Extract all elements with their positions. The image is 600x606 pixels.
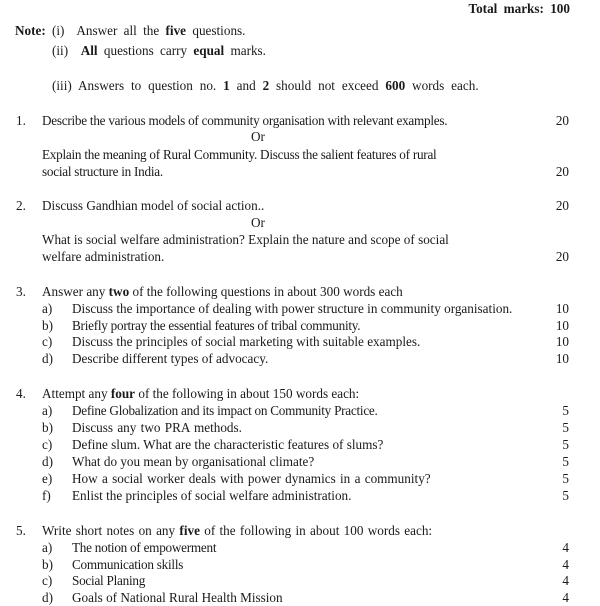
- part-label: b): [42, 557, 53, 572]
- question-instruction: [42, 386, 359, 402]
- part-text: Enlist the principles of social welfare administration.: [72, 488, 352, 503]
- question-number: 3.: [16, 284, 26, 299]
- part-text: Social Planing: [72, 573, 146, 588]
- note-item-2: [52, 43, 266, 59]
- question-marks: 20: [555, 198, 569, 213]
- part-text: How a social worker deals with power dynamics in a community?: [72, 471, 431, 486]
- instruction-text: Write short notes on any: [42, 523, 180, 538]
- part-marks: 5: [562, 437, 569, 452]
- alternative-question-text: welfare administration.: [42, 249, 165, 264]
- part-label: b): [42, 318, 53, 333]
- part-label: e): [42, 471, 53, 486]
- instruction-text: of the following questions in about 300 words each: [129, 284, 403, 299]
- note-emphasis: 1: [223, 78, 230, 93]
- question-instruction: [42, 523, 432, 539]
- part-marks: 4: [562, 557, 569, 572]
- question-number: 2.: [16, 198, 26, 213]
- note-text: Answers to question no.: [77, 78, 224, 93]
- instruction-emphasis: two: [108, 284, 130, 299]
- instruction-text: of the following in about 150 words each:: [135, 386, 360, 401]
- instruction-emphasis: five: [179, 523, 200, 538]
- alternative-question-marks: 20: [555, 249, 569, 264]
- part-marks: 4: [562, 540, 569, 555]
- note-text: questions carry: [97, 43, 194, 58]
- note-text: Answer all the: [76, 23, 166, 38]
- part-text: Communication skills: [72, 557, 184, 572]
- note-item-3: [52, 78, 479, 94]
- part-label: a): [42, 301, 53, 316]
- part-label: d): [42, 351, 53, 366]
- question-text: Discuss Gandhian model of social action..: [42, 198, 265, 213]
- note-text: marks.: [224, 43, 266, 58]
- alternative-question-marks: 20: [555, 164, 569, 179]
- part-label: c): [42, 437, 53, 452]
- part-label: c): [42, 334, 53, 349]
- part-text: What do you mean by organisational climate?: [72, 454, 315, 469]
- part-marks: 10: [555, 351, 569, 366]
- part-text: Discuss any two PRA methods.: [72, 420, 242, 435]
- or-separator: Or: [251, 215, 265, 230]
- question-marks: 20: [555, 113, 569, 128]
- part-marks: 5: [562, 403, 569, 418]
- part-text: Discuss the principles of social marketing with suitable examples.: [72, 334, 421, 349]
- note-emphasis: five: [165, 23, 187, 38]
- part-text: Define Globalization and its impact on Community Practice.: [72, 403, 378, 418]
- part-marks: 10: [555, 334, 569, 349]
- question-number: 4.: [16, 386, 26, 401]
- question-number: 5.: [16, 523, 26, 538]
- part-text: Goals of National Rural Health Mission: [72, 590, 283, 605]
- note-text: questions.: [186, 23, 246, 38]
- note-item-1: [52, 23, 245, 39]
- instruction-emphasis: four: [110, 386, 136, 401]
- question-number: 1.: [16, 113, 26, 128]
- part-marks: 5: [562, 420, 569, 435]
- part-text: Discuss the importance of dealing with power structure in community organisation.: [72, 301, 513, 316]
- part-marks: 4: [562, 573, 569, 588]
- part-label: b): [42, 420, 53, 435]
- note-text: and: [229, 78, 263, 93]
- part-label: d): [42, 454, 53, 469]
- alternative-question-text: What is social welfare administration? Explain the nature and scope of social: [42, 232, 449, 247]
- or-separator: Or: [251, 129, 265, 144]
- part-label: d): [42, 590, 53, 605]
- part-marks: 4: [562, 590, 569, 605]
- note-text: words each.: [405, 78, 479, 93]
- part-label: f): [42, 488, 51, 503]
- note-item-number: (iii): [52, 78, 72, 93]
- instruction-text: Answer any: [42, 284, 109, 299]
- part-text: Describe different types of advocacy.: [72, 351, 269, 366]
- note-emphasis: All: [80, 43, 98, 58]
- question-instruction: [42, 284, 403, 300]
- part-marks: 5: [562, 488, 569, 503]
- instruction-text: Attempt any: [42, 386, 111, 401]
- part-marks: 10: [555, 301, 569, 316]
- part-marks: 5: [562, 471, 569, 486]
- part-text: Define slum. What are the characteristic features of slums?: [72, 437, 384, 452]
- note-item-number: (i): [52, 23, 65, 38]
- alternative-question-text: social structure in India.: [42, 164, 163, 179]
- part-label: a): [42, 403, 53, 418]
- note-text: should not exceed: [269, 78, 386, 93]
- note-emphasis: 600: [385, 78, 406, 93]
- part-marks: 10: [555, 318, 569, 333]
- alternative-question-text: Explain the meaning of Rural Community. Discuss the salient features of rural: [42, 147, 437, 162]
- question-text: Describe the various models of community organisation with relevant examples.: [42, 113, 448, 128]
- note-emphasis: 2: [262, 78, 270, 93]
- part-text: Briefly portray the essential features of tribal community.: [72, 318, 361, 333]
- part-label: c): [42, 573, 53, 588]
- part-marks: 5: [562, 454, 569, 469]
- note-label: Note:: [15, 23, 46, 38]
- part-text: The notion of empowerment: [72, 540, 217, 555]
- note-emphasis: equal: [193, 43, 225, 58]
- instruction-text: of the following in about 100 words each:: [199, 523, 433, 538]
- part-label: a): [42, 540, 53, 555]
- total-marks: Total marks: 100: [468, 1, 570, 16]
- note-item-number: (ii): [52, 43, 69, 58]
